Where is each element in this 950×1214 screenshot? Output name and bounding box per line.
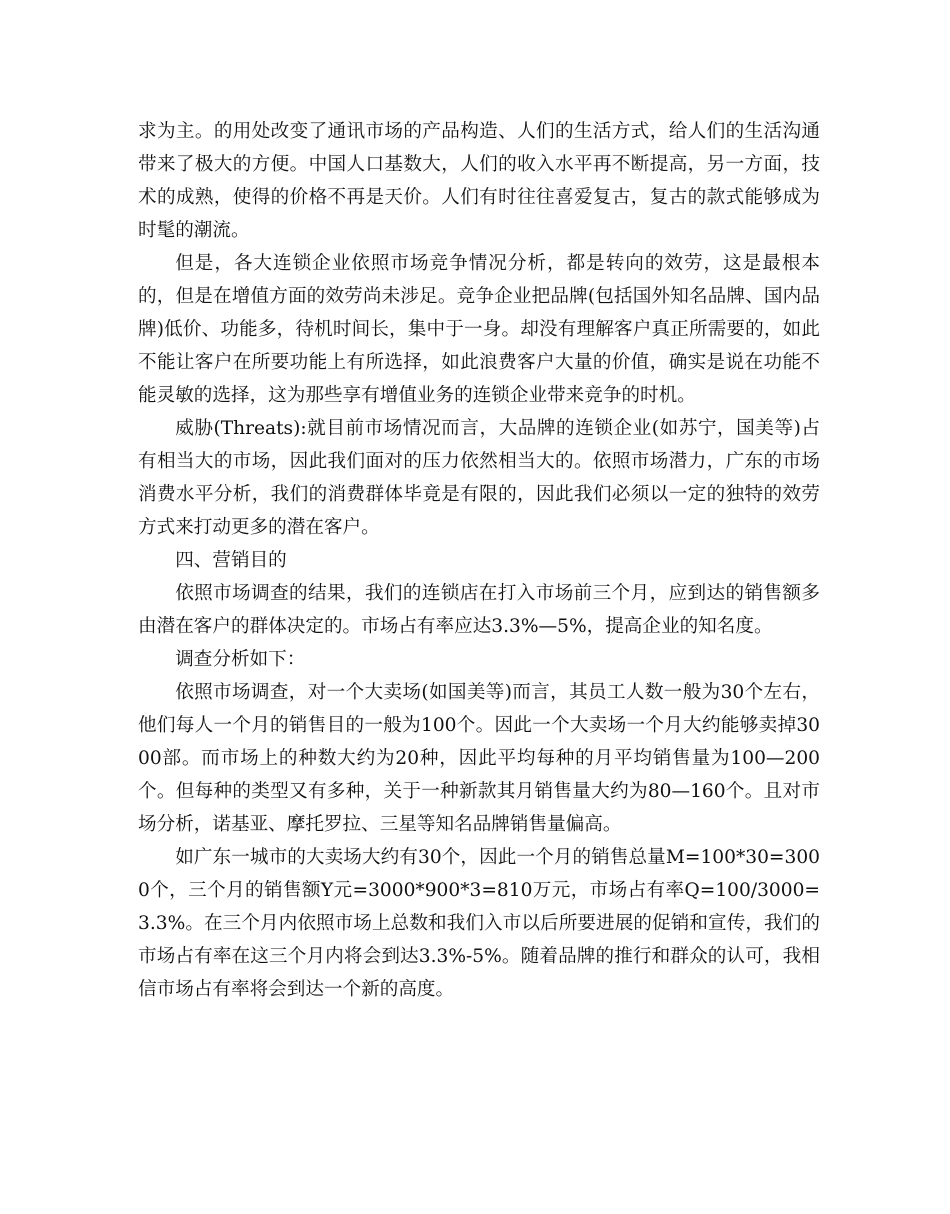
paragraph-1: 求为主。的用处改变了通讯市场的产品构造、人们的生活方式，给人们的生活沟通带来了极大的方便。中国人口基数大，人们的收入水平再不断提高，另一方面，技术的成熟，使得的价格不再是天价。人们有时往往喜爱复古，复古的款式能够成为时髦的潮流。 <box>138 121 820 241</box>
paragraph-3: 威胁(Threats):就目前市场情况而言，大品牌的连锁企业(如苏宁，国美等)占有相当大的市场，因此我们面对的压力依然相当大的。依照市场潜力，广东的市场消费水平分析，我们的消费群体毕竟是有限的，因此我们必须以一定的独特的效劳方式来打动更多的潜在客户。 <box>138 418 820 538</box>
paragraph-6: 如广东一城市的大卖场大约有30个，因此一个月的销售总量M=100*30=3000个，三个月的销售额Y元=3000*900*3=810万元，市场占有率Q=100/3000=3.3%。在三个月内依照市场上总数和我们入市以后所要进展的促销和宣传，我们的市场占有率在这三个月内将会到达3.3%-5%。随着品牌的推行和群众的认可，我相信市场占有率将会到达一个新的高度。 <box>138 847 820 1000</box>
section-heading: 四、营销目的 <box>175 550 287 571</box>
subheading: 调查分析如下： <box>175 649 306 670</box>
document-page <box>138 115 820 1006</box>
paragraph-5: 依照市场调查，对一个大卖场(如国美等)而言，其员工人数一般为30个左右，他们每人一个月的销售目的一般为100个。因此一个大卖场一个月大约能够卖掉3000部。而市场上的种数大约为20种，因此平均每种的月平均销售量为100—200个。但每种的类型又有多种，关于一种新款其月销售量大约为80—160个。且对市场分析，诺基亚、摩托罗拉、三星等知名品牌销售量偏高。 <box>138 682 820 835</box>
paragraph-4: 依照市场调查的结果，我们的连锁店在打入市场前三个月，应到达的销售额多由潜在客户的群体决定的。市场占有率应达3.3%—5%，提高企业的知名度。 <box>138 583 820 637</box>
paragraph-2: 但是，各大连锁企业依照市场竞争情况分析，都是转向的效劳，这是最根本的，但是在增值方面的效劳尚未涉足。竞争企业把品牌(包括国外知名品牌、国内品牌)低价、功能多，待机时间长，集中于一身。却没有理解客户真正所需要的，如此不能让客户在所要功能上有所选择，如此浪费客户大量的价值，确实是说在功能不能灵敏的选择，这为那些享有增值业务的连锁企业带来竞争的时机。 <box>138 253 820 406</box>
